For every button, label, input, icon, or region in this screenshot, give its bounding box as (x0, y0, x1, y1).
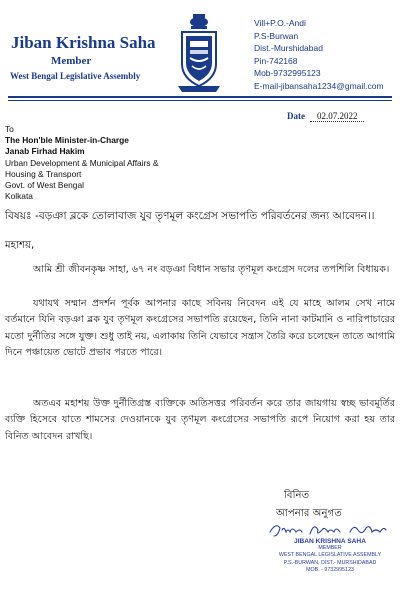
recipient-to: To (5, 124, 14, 134)
address-line: P.S-Burwan (254, 30, 299, 41)
stamp-line: MOB. - 9732995123 (306, 566, 354, 573)
letterhead-assembly: West Bengal Legislative Assembly (10, 71, 141, 81)
recipient-block (5, 124, 158, 202)
letterhead-role: Member (51, 55, 92, 67)
state-emblem-icon (174, 12, 224, 96)
body-paragraph-3: অতএব মহাশয় উক্ত দুর্নীতিগ্রস্ত ব্যক্তিকে অতিসত্তর পরিবর্তন করে তার জায়গায় স্বচ্ছ ভাবমূর্তির ব্যক্তি হিসেবে যাতে শামসের দেওয়ানকে যুব তৃণমূল কংগ্রেসের সভাপতি রূপে নিয়োগ করা হয় তার বিনিত আবেদন রাখছি। (5, 398, 395, 442)
signature-stamp (271, 538, 389, 574)
address-line: Dist.-Murshidabad (254, 43, 323, 54)
date-value: 02.07.2022 (310, 111, 364, 122)
recipient-dept-2: Housing & Transport (5, 168, 82, 179)
closing-line-1: বিনিত (284, 490, 310, 501)
closing-block (276, 487, 342, 523)
address-line: E-mail-jibansaha1234@gmail.com (254, 80, 384, 91)
date-line (287, 111, 364, 122)
letterhead-address (254, 17, 384, 93)
stamp-line: WEST BENGAL LEGISLATIVE ASSEMBLY (278, 552, 382, 559)
stamp-line: P.S.-BURWAN, DIST.- MURSHIDABAD (283, 559, 377, 566)
stamp-line: MEMBER (318, 545, 342, 552)
salutation: মহাশয়, (5, 240, 35, 251)
date-label: Date (287, 111, 305, 121)
recipient-govt: Govt. of West Bengal (5, 180, 84, 191)
letterhead-rule (8, 96, 392, 98)
handwritten-signature (266, 520, 390, 540)
recipient-title: The Hon'ble Minister-in-Charge (5, 135, 129, 146)
letterhead-name: Jiban Krishna Saha (11, 33, 156, 52)
letterhead-rule-thin (8, 100, 392, 101)
recipient-city: Kolkata (5, 191, 33, 202)
address-line: Pin-742168 (254, 55, 298, 66)
recipient-dept: Urban Development & Municipal Affairs & (5, 157, 159, 168)
body-paragraph-2: যথাযথ সম্মান প্রদর্শন পূর্বক আপনার কাছে সবিনয় নিবেদন এই যে মাহে আলম সেখ নামে বর্তমানে যিনি বড়ঞা ব্লক যুব তৃণমূল কংগ্রেসের সভাপতি রয়েছেন, তিনি নানা কাটমানি ও নারিপাচারের মতো দুর্নীতির সঙ্গে যুক্ত। শুধু তাই নয়, এলাকায় তিনি যেভাবে সন্ত্রাস তৈরি করে চলেছেন তাতে আগামি দিনে পঞ্চায়েত ভোটে প্রভাব পরতে পারে। (5, 298, 395, 358)
closing-line-2: আপনার অনুগত (276, 508, 342, 519)
subject-line: বিষয়ঃ -বড়ঞা ব্লকে তোলাবাজ যুব তৃণমূল কংগ্রেস সভাপতি পরিবর্তনের জন্য আবেদন।। (5, 210, 375, 222)
address-line: Mob-9732995123 (254, 68, 321, 79)
recipient-name: Janab Firhad Hakim (5, 146, 85, 157)
address-line: Vill+P.O.-Andi (254, 18, 306, 28)
body-paragraph-1: আমি শ্রী জীবনকৃষ্ণ সাহা, ৬৭ নং বড়ঞা বিধান সভার তৃণমূল কংগ্রেস দলের তপশিলি বিধায়ক। (33, 264, 390, 275)
stamp-name: JIBAN KRISHNA SAHA (294, 538, 366, 545)
